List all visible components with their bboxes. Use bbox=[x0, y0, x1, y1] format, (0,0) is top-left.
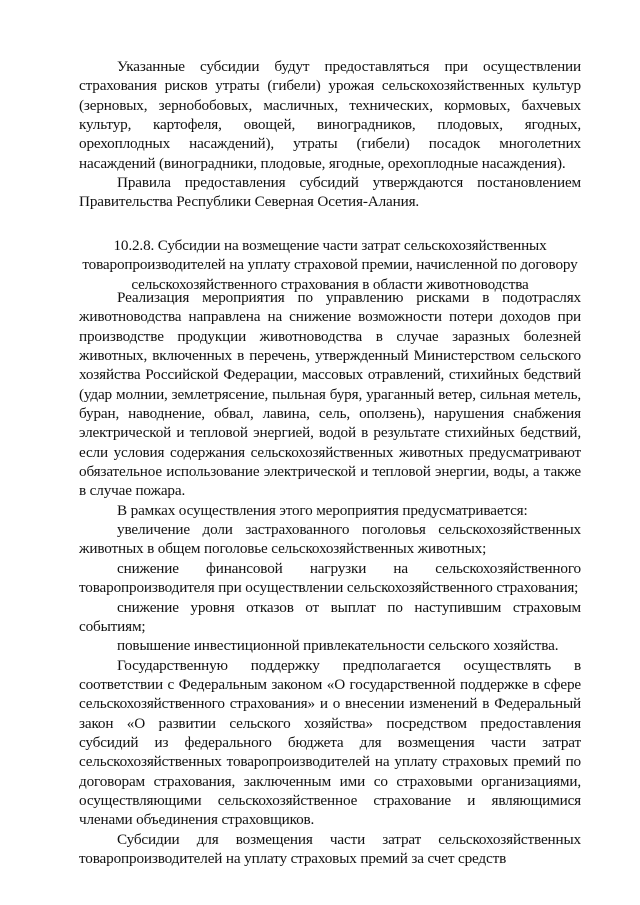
body-paragraph: Реализация мероприятия по управлению рисками в подотраслях животноводства направлена на снижение возможности потери доходов при производстве продукции животноводства в случае заразных болезней животных, включенных в перечень, утвержденный Министерством сельского хозяйства Российской Федерации, массовых отравлений, стихийных бедствий (удар молнии, землетрясение, пыльная буря, ураганный ветер, сильная метель, буран, наводнение, обвал, лавина, сель, оползень), нарушения снабжения электрической и тепловой энергией, водой в результате стихийных бедствий, если условия содержания сельскохозяйственных животных предусматривают обязательное использование электрической и тепловой энергии, воды, а также в случае пожара. bbox=[79, 289, 581, 500]
body-paragraph: Субсидии для возмещения части затрат сельскохозяйственных товаропроизводителей на уплату страховых премий за счет средств bbox=[79, 830, 581, 867]
section-heading: 10.2.8. Субсидии на возмещение части затрат сельскохозяйственных товаропроизводителей на уплату страховой премии, начисленной по договору сельскохозяйственного страхования в области животноводства bbox=[82, 237, 578, 293]
body-paragraph: снижение финансовой нагрузки на сельскохозяйственного товаропроизводителя при осуществлении сельскохозяйственного страхования; bbox=[79, 559, 581, 597]
intro-paragraph-rules: Правила предоставления субсидий утверждаются постановлением Правительства Республики Северная Осетия-Алания. bbox=[79, 174, 581, 211]
body-paragraph: В рамках осуществления этого мероприятия предусматривается: bbox=[117, 501, 528, 519]
body-paragraph: повышение инвестиционной привлекательности сельского хозяйства. bbox=[117, 637, 559, 655]
body-paragraph: снижение уровня отказов от выплат по наступившим страховым событиям; bbox=[79, 598, 581, 635]
body-paragraph: Государственную поддержку предполагается осуществлять в соответствии с Федеральным законом «О государственной поддержке в сфере сельскохозяйственного страхования» и о внесении изменений в Федеральный закон «О развитии сельского хозяйства» посредством предоставления субсидий из федерального бюджета для возмещения части затрат сельскохозяйственных товаропроизводителей на уплату страховых премий по договорам страхования, заключенным ими со страховыми организациями, осуществляющими сельскохозяйственное страхование и являющимися членами объединения страховщиков. bbox=[79, 656, 581, 829]
body-paragraph: увеличение доли застрахованного поголовья сельскохозяйственных животных в общем поголовье сельскохозяйственных животных; bbox=[79, 521, 581, 558]
intro-paragraph-subsidies: Указанные субсидии будут предоставляться при осуществлении страхования рисков утраты (гибели) урожая сельскохозяйственных культур (зерновых, зернобобовых, масличных, технических, кормовых, бахчевых культур, картофеля, овощей, виноградников, плодовых, ягодных, орехоплодных насаждений), утраты (гибели) посадок многолетних насаждений (виноградники, плодовые, ягодные, орехоплодные насаждения). bbox=[79, 58, 581, 172]
body-section bbox=[79, 288, 581, 868]
intro-section bbox=[79, 57, 581, 212]
